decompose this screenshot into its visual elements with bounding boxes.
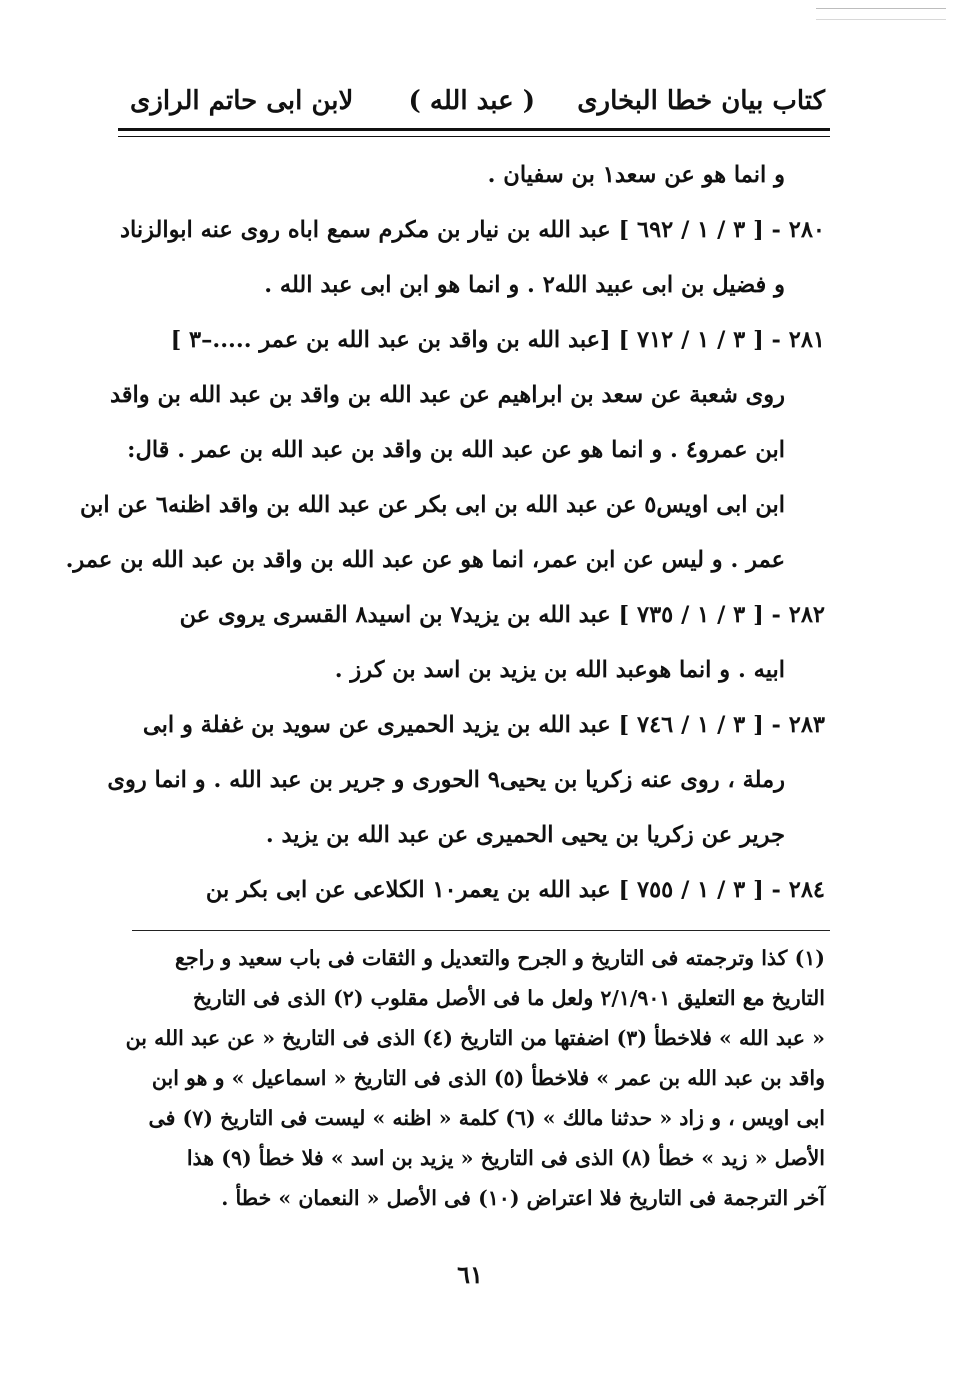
footnotes xyxy=(125,938,825,1218)
entry-284-line: ٢٨٤ - [ ٣ / ١ / ٧٥٥ ] عبد الله بن يعمر١٠ الكلاعى عن ابى بكر بن xyxy=(205,877,825,903)
corner-scan-rule xyxy=(816,8,946,20)
text-line: جرير عن زكريا بن يحيى الحميرى عن عبد الله بن يزيد . xyxy=(265,822,785,848)
footnote-line: ابى اويس ، و زاد « حدثنا مالك » (٦) كلمة « اظنه » ليست فى التاريخ (٧) فى xyxy=(148,1106,825,1130)
text-line: ابن عمرو٤ . و انما هو عن عبد الله بن واقد بن عبد الله بن عمر . قال: xyxy=(127,437,785,463)
footnote-separator xyxy=(132,930,830,931)
text-line: رملة ، روى عنه زكريا بن يحيى٩ الحورى و جرير بن عبد الله . و انما روى xyxy=(107,767,785,793)
text-line: روى شعبة عن سعد بن ابراهيم عن عبد الله بن واقد بن عبد الله بن واقد xyxy=(109,382,785,408)
text-line: ابن ابى اويس٥ عن عبد الله بن ابى بكر عن عبد الله بن واقد اظنه٦ عن ابن xyxy=(80,492,785,518)
header-section: ( عبد الله ) xyxy=(408,86,535,116)
text-line: و انما هو عن سعد١ بن سفيان . xyxy=(487,162,785,188)
entry-280-line: ٢٨٠ - [ ٣ / ١ / ٦٩٢ ] عبد الله بن نيار بن مكرم سمع اباه روى عنه ابوالزناد xyxy=(119,217,825,243)
entry-281-line: ٢٨١ - [ ٣ / ١ / ٧١٢ ] [عبد الله بن واقد بن عبد الله بن عمر .....–٣ ] xyxy=(170,327,825,353)
footnote-line: « عبد الله » فلاخطأ (٣) اضفتها من التاريخ (٤) الذى فى التاريخ « عن عبد الله بن xyxy=(125,1026,825,1050)
footnote-line: آخر الترجمة فى التاريخ فلا اعتراض (١٠) فى الأصل « النعمان » خطأ . xyxy=(221,1186,825,1210)
main-text xyxy=(65,148,825,918)
header-author: لابن ابى حاتم الرازى xyxy=(130,86,354,116)
entry-282-line: ٢٨٢ - [ ٣ / ١ / ٧٣٥ ] عبد الله بن يزيد٧ بن اسيد٨ القسرى يروى عن xyxy=(179,602,825,628)
footnote-line: واقد بن عبد الله بن عمر » فلاخطأ (٥) الذى فى التاريخ « اسماعيل » و هو ابن xyxy=(151,1066,825,1090)
text-line: و فضيل بن ابى عبيد الله٢ . و انما هو ابن ابى عبد الله . xyxy=(264,272,785,298)
header-book-title: كتاب بيان خطا البخارى xyxy=(577,86,825,116)
footnote-line: الأصل « زيد » خطأ (٨) الذى فى التاريخ « يزيد بن اسد » فلا خطأ (٩) هذا xyxy=(186,1146,825,1170)
footnote-line: التاريخ مع التعليق ٢/١/٩٠١ ولعل ما فى الأصل مقلوب (٢) الذى فى التاريخ xyxy=(192,986,825,1010)
text-line: ابيه . و انما هوعبد الله بن يزيد بن اسد بن كرز . xyxy=(334,657,785,683)
text-line: عمر . و ليس عن ابن عمر، انما هو عن عبد الله بن واقد بن عبد الله بن عمر. xyxy=(65,547,785,573)
page-number: ٦١ xyxy=(457,1260,483,1289)
footnote-line: (١) كذا وترجمته فى التاريخ و الجرح والتعديل و الثقات فى باب سعيد و راجع xyxy=(175,946,825,970)
entry-283-line: ٢٨٣ - [ ٣ / ١ / ٧٤٦ ] عبد الله بن يزيد الحميرى عن سويد بن غفلة و ابى xyxy=(142,712,825,738)
running-header xyxy=(130,86,825,126)
header-double-rule xyxy=(118,128,830,137)
